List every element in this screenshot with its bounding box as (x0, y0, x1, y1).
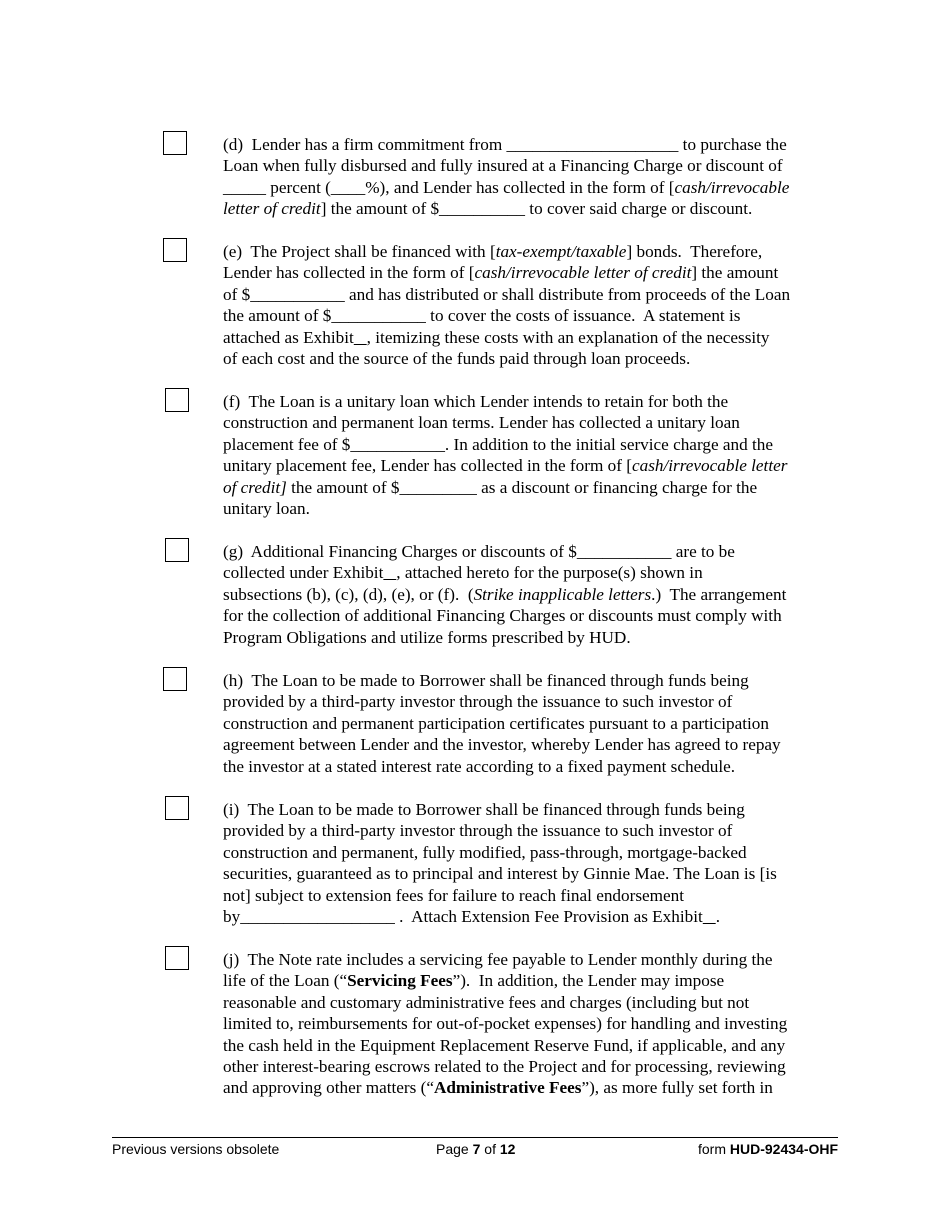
text-line (223, 134, 843, 155)
text-segment: construction and permanent, fully modified, pass-through, mortgage-backed (223, 842, 747, 862)
text-line (223, 885, 843, 906)
text-segment: unitary placement fee, Lender has collected in the form of [ (223, 456, 632, 476)
form-number: HUD-92434-OHF (729, 1141, 839, 1157)
text-segment: attached as Exhibit (223, 327, 354, 347)
text-line (223, 498, 843, 519)
paragraph-j (223, 949, 843, 1099)
text-segment: not] subject to extension fees for failure to reach final endorsement (223, 885, 685, 905)
text-segment: Loan when fully disbursed and fully insured at a Financing Charge or discount of (223, 156, 783, 176)
text-segment: .) The arrangement (651, 584, 787, 604)
text-segment: limited to, reimbursements for out-of-pocket expenses) for handling and investing (223, 1014, 788, 1034)
text-line (223, 434, 843, 455)
current-page: 7 (472, 1141, 481, 1157)
checkbox-option-g[interactable] (165, 538, 189, 562)
text-segment: . (715, 907, 720, 927)
text-segment: (d) Lender has a firm commitment from ____________________ to purchase the (223, 135, 787, 154)
text-segment: provided by a third-party investor through the issuance to such investor of (223, 821, 733, 841)
checkbox-option-e[interactable] (163, 238, 187, 262)
text-segment: (f) The Loan is a unitary loan which Lender intends to retain for both the (223, 392, 729, 411)
text-line (223, 155, 843, 176)
text-line (223, 1013, 843, 1034)
text-segment: (g) Additional Financing Charges or discounts of $___________ are to be (223, 542, 735, 561)
text-segment: ] the amount of $__________ to cover said charge or discount. (320, 199, 753, 219)
text-segment: placement fee of $___________. In addition to the initial service charge and the (223, 434, 773, 454)
checkbox-option-j[interactable] (165, 946, 189, 970)
text-segment: Servicing Fees (347, 971, 453, 991)
text-segment: (e) The Project shall be financed with [ (223, 242, 496, 261)
checkbox-option-d[interactable] (163, 131, 187, 155)
text-line (223, 734, 843, 755)
text-segment: other interest-bearing escrows related to the Project and for processing, reviewing (223, 1057, 786, 1077)
text-segment: collected under Exhibit (223, 563, 384, 583)
text-line (223, 605, 843, 626)
text-segment: construction and permanent loan terms. Lender has collected a unitary loan (223, 413, 740, 433)
text-segment: unitary loan. (223, 499, 310, 519)
text-segment: _____ percent (____%), and Lender has collected in the form of [ (223, 177, 675, 197)
text-line (223, 477, 843, 498)
text-segment: life of the Loan (“ (223, 971, 348, 991)
text-line (223, 691, 843, 712)
text-segment: Administrative Fees (433, 1078, 582, 1098)
text-line (223, 820, 843, 841)
paragraph-d (223, 134, 843, 220)
text-line (223, 284, 843, 305)
text-segment: Lender has collected in the form of [ (223, 263, 475, 283)
text-line (223, 391, 843, 412)
text-line (223, 1077, 843, 1098)
text-line (223, 627, 843, 648)
footer-divider (112, 1137, 838, 1138)
total-pages: 12 (499, 1141, 516, 1157)
text-line (223, 541, 843, 562)
text-segment: for the collection of additional Financing Charges or discounts must comply with (223, 606, 782, 626)
paragraph-i (223, 799, 843, 927)
text-segment: tax-exempt/taxable (495, 242, 627, 261)
text-line (223, 949, 843, 970)
text-line (223, 198, 843, 219)
text-segment: of credit] (223, 477, 287, 497)
text-line (223, 177, 843, 198)
text-segment: the cash held in the Equipment Replacement Reserve Fund, if applicable, and any (223, 1035, 786, 1055)
text-segment: (h) The Loan to be made to Borrower shall be financed through funds being (223, 671, 749, 690)
text-line (223, 863, 843, 884)
text-line (223, 455, 843, 476)
paragraph-g (223, 541, 843, 648)
text-line (223, 799, 843, 820)
text-line (223, 842, 843, 863)
text-segment: subsections (b), (c), (d), (e), or (f). ( (223, 584, 474, 604)
text-segment: cash/irrevocable letter (631, 456, 788, 476)
text-line (223, 412, 843, 433)
text-segment: securities, guaranteed as to principal and interest by Ginnie Mae. The Loan is [is (223, 864, 777, 884)
text-segment: the investor at a stated interest rate according to a fixed payment schedule. (223, 756, 736, 776)
text-segment: reasonable and customary administrative fees and charges (including but not (223, 992, 750, 1012)
checkbox-option-h[interactable] (163, 667, 187, 691)
text-line (223, 348, 843, 369)
text-line (223, 906, 843, 927)
text-line (223, 670, 843, 691)
text-line (223, 327, 843, 348)
text-line (223, 1056, 843, 1077)
checkbox-option-i[interactable] (165, 796, 189, 820)
text-segment: (i) The Loan to be made to Borrower shall be financed through funds being (223, 800, 745, 819)
text-segment: the amount of $_________ as a discount or financing charge for the (286, 477, 758, 497)
paragraph-f (223, 391, 843, 519)
text-segment: of each cost and the source of the funds paid through loan proceeds. (223, 349, 691, 369)
text-segment: , itemizing these costs with an explanation of the necessity (366, 327, 770, 347)
footer-form-id: form HUD-92434-OHF (698, 1141, 839, 1157)
text-line (223, 1035, 843, 1056)
checkbox-option-f[interactable] (165, 388, 189, 412)
exhibit-blank[interactable] (383, 563, 396, 582)
text-segment: cash/irrevocable (674, 177, 790, 197)
text-segment: Program Obligations and utilize forms prescribed by HUD. (223, 627, 631, 647)
text-segment: ”), as more fully set forth in (581, 1078, 773, 1098)
text-segment: and approving other matters (“ (223, 1078, 434, 1098)
text-line (223, 262, 843, 283)
text-segment: ] the amount (691, 263, 779, 283)
text-segment: letter of credit (223, 199, 321, 219)
text-line (223, 970, 843, 991)
footer-versions-note: Previous versions obsolete (112, 1141, 280, 1157)
text-segment: (j) The Note rate includes a servicing fee payable to Lender monthly during the (223, 950, 773, 969)
text-segment: agreement between Lender and the investor, whereby Lender has agreed to repay (223, 735, 781, 755)
footer-page-number: Page 7 of 12 (436, 1141, 516, 1157)
text-segment: by__________________ . Attach Extension Fee Provision as Exhibit (223, 907, 703, 927)
text-segment: provided by a third-party investor through the issuance to such investor of (223, 692, 733, 712)
text-line (223, 241, 843, 262)
paragraph-h (223, 670, 843, 777)
exhibit-blank[interactable] (703, 907, 716, 926)
paragraph-e (223, 241, 843, 369)
exhibit-blank[interactable] (354, 328, 367, 347)
text-segment: Strike inapplicable letters (473, 584, 652, 604)
text-segment: the amount of $___________ to cover the costs of issuance. A statement is (223, 306, 741, 326)
text-line (223, 562, 843, 583)
text-line (223, 584, 843, 605)
text-line (223, 992, 843, 1013)
text-line (223, 305, 843, 326)
text-segment: ”). In addition, the Lender may impose (452, 971, 725, 991)
text-line (223, 713, 843, 734)
text-segment: cash/irrevocable letter of credit (474, 263, 692, 283)
text-segment: , attached hereto for the purpose(s) shown in (396, 563, 703, 583)
text-segment: ] bonds. Therefore, (626, 242, 763, 261)
text-segment: construction and permanent participation certificates pursuant to a participation (223, 713, 769, 733)
text-line (223, 756, 843, 777)
text-segment: of $___________ and has distributed or shall distribute from proceeds of the Loan (223, 284, 791, 304)
